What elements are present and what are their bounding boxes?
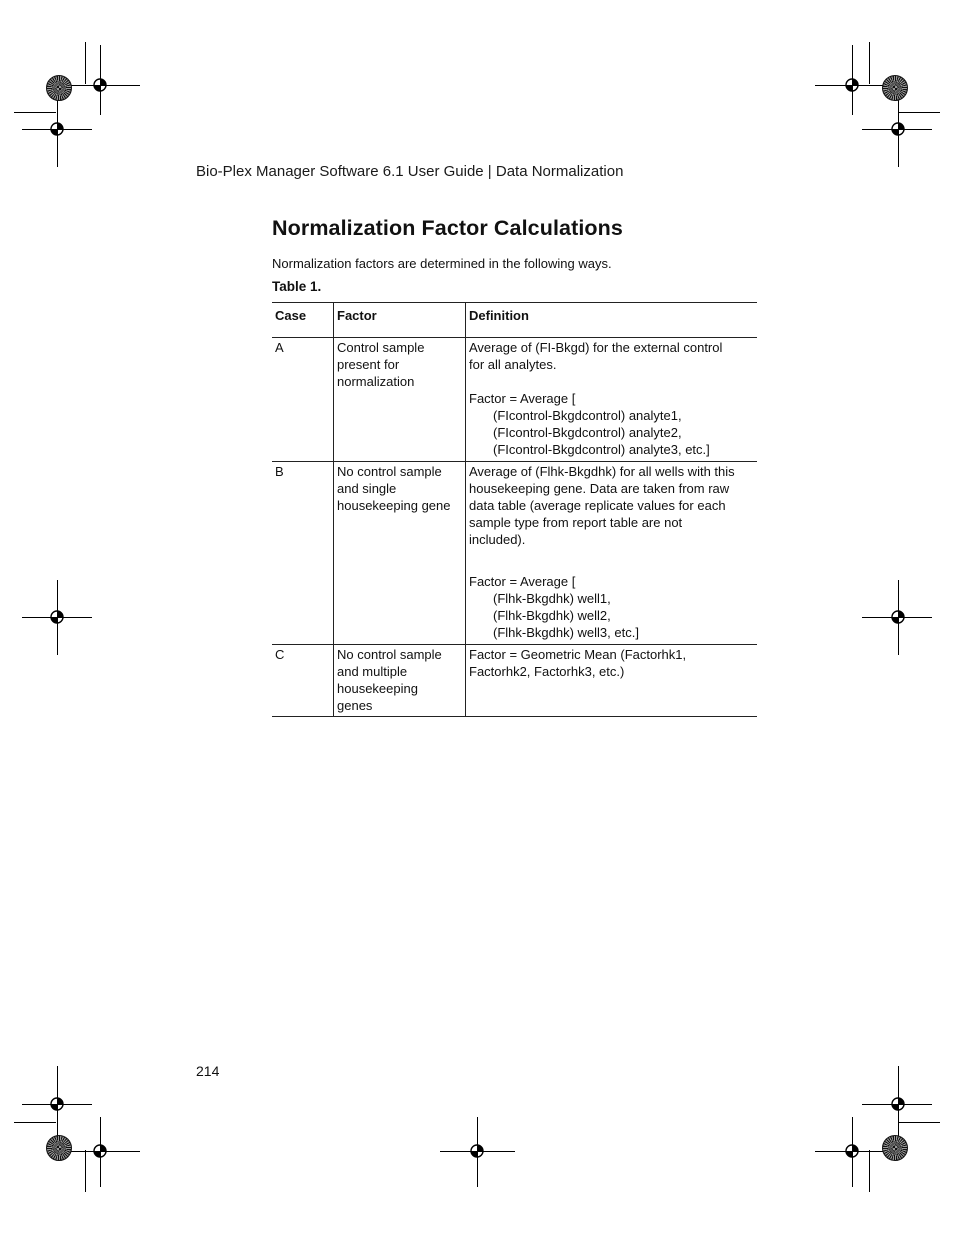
registration-crosshair-icon [92,77,108,93]
case-cell: A [272,338,334,462]
factor-line: housekeeping gene [337,498,451,513]
registration-crosshair-icon [49,609,65,625]
factor-line: and single [337,481,397,496]
crop-line [14,1122,56,1123]
definition-line: housekeeping gene. Data are taken from raw [469,481,730,496]
definition-line: Average of (FI-Bkgd) for the external control [469,340,723,355]
factor-line: present for [337,357,400,372]
formula-term: (FIcontrol-Bkgdcontrol) analyte3, etc.] [493,442,710,457]
crop-line [898,112,940,113]
registration-crosshair-icon [92,1143,108,1159]
formula-term: (Flhk-Bkgdhk) well2, [493,608,611,623]
case-cell: B [272,462,334,645]
definition-line: Factor = Geometric Mean (Factorhk1, [469,647,687,662]
formula-term: (FIcontrol-Bkgdcontrol) analyte2, [493,425,682,440]
table-caption: Table 1. [272,279,322,294]
factor-cell [334,645,466,717]
normalization-table [272,302,757,717]
factor-line: genes [337,698,373,713]
case-cell: C [272,645,334,717]
crop-line [85,42,86,84]
formula-term: (Flhk-Bkgdhk) well1, [493,591,611,606]
registration-crosshair-icon [890,609,906,625]
factor-line: and multiple [337,664,408,679]
registration-crosshair-icon [890,1096,906,1112]
factor-line: housekeeping [337,681,418,696]
definition-cell [466,338,758,462]
definition-cell [466,462,758,645]
definition-line: for all analytes. [469,357,557,372]
definition-line: included). [469,532,526,547]
registration-crosshair-icon [469,1143,485,1159]
crop-line [869,42,870,84]
definition-line: Factorhk2, Factorhk3, etc.) [469,664,625,679]
definition-line: sample type from report table are not [469,515,683,530]
registration-starburst-icon [46,75,72,101]
factor-line: normalization [337,374,415,389]
registration-crosshair-icon [844,1143,860,1159]
column-header-case: Case [272,303,334,338]
registration-starburst-icon [882,1135,908,1161]
crop-line [85,1150,86,1192]
running-header: Bio-Plex Manager Software 6.1 User Guide | Data Normalization [196,163,624,180]
formula-term: (FIcontrol-Bkgdcontrol) analyte1, [493,408,682,423]
page-title: Normalization Factor Calculations [272,216,623,240]
intro-paragraph: Normalization factors are determined in the following ways. [272,256,612,271]
registration-crosshair-icon [890,121,906,137]
registration-crosshair-icon [49,121,65,137]
definition-line: data table (average replicate values for each [469,498,726,513]
registration-crosshair-icon [844,77,860,93]
formula-term: (Flhk-Bkgdhk) well3, etc.] [493,625,639,640]
crop-line [14,112,56,113]
table-header-row [272,303,757,338]
registration-starburst-icon [882,75,908,101]
table-row [272,645,757,717]
registration-starburst-icon [46,1135,72,1161]
page-number: 214 [196,1063,220,1079]
factor-line: No control sample [337,647,442,662]
table-row [272,462,757,645]
factor-line: No control sample [337,464,442,479]
formula-intro: Factor = Average [ [469,391,576,406]
registration-crosshair-icon [49,1096,65,1112]
factor-line: Control sample [337,340,425,355]
factor-cell [334,462,466,645]
table-row [272,338,757,462]
column-header-definition: Definition [466,303,758,338]
crop-line [869,1150,870,1192]
factor-cell [334,338,466,462]
definition-line: Average of (Flhk-Bkgdhk) for all wells with this [469,464,735,479]
crop-line [898,1122,940,1123]
formula-intro: Factor = Average [ [469,574,576,589]
column-header-factor: Factor [334,303,466,338]
definition-cell [466,645,758,717]
